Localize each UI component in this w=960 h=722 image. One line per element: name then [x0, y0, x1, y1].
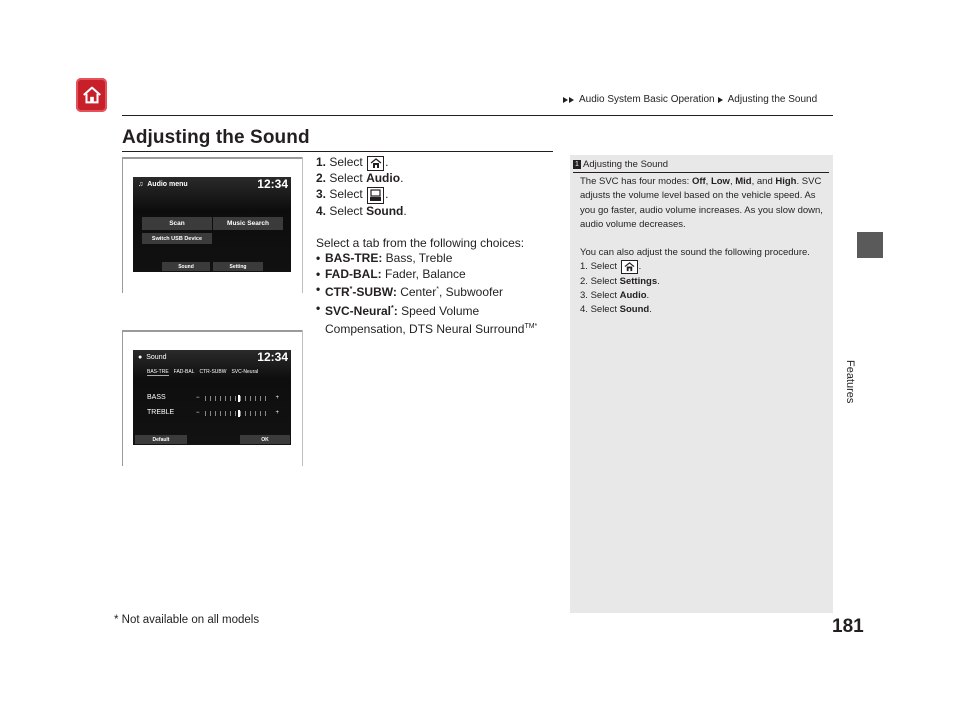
note-paragraph: You can also adjust the sound the following procedure. — [580, 247, 810, 259]
step-text: Select — [590, 275, 617, 287]
intro-text: Select a tab from the following choices: — [316, 235, 525, 250]
step-number: 2. — [580, 275, 588, 287]
breadcrumb — [563, 94, 817, 105]
step-suffix: . — [400, 171, 404, 185]
speaker-icon: ● — [138, 353, 143, 361]
step-suffix: . — [385, 155, 389, 169]
home-icon — [367, 156, 384, 171]
step-2 — [316, 171, 556, 187]
step-suffix: . — [646, 290, 650, 302]
minus-icon: − — [196, 410, 200, 416]
slider-ticks — [205, 396, 271, 401]
step-number: 1. — [580, 261, 588, 273]
step-text: Select — [329, 186, 363, 201]
step-number: 3. — [316, 186, 327, 201]
house-icon — [81, 84, 103, 106]
step-text: Select — [329, 171, 363, 185]
bass-label: BASS — [147, 394, 166, 401]
switch-usb-button: Switch USB Device — [142, 233, 212, 244]
tab-name-rest: -SUBW: — [352, 285, 397, 299]
step-1 — [316, 155, 556, 171]
breadcrumb-item[interactable]: Adjusting the Sound — [727, 94, 818, 105]
step-suffix: . — [403, 204, 407, 218]
screen-title: Audio menu — [147, 180, 188, 188]
footnote-star: * — [391, 304, 394, 312]
mode-name: Low — [710, 176, 730, 187]
trademark-mark: TM* — [524, 323, 538, 330]
page-number: 181 — [832, 616, 864, 637]
scan-button: Scan — [142, 217, 212, 230]
mode-name: Off — [691, 176, 706, 187]
footnote: * Not available on all models — [114, 614, 260, 626]
step-text: Select — [329, 204, 363, 218]
step-suffix: . — [657, 275, 660, 287]
list-item — [316, 282, 556, 301]
tab-svc-neural: SVC-Neural — [231, 369, 259, 375]
step-target: Settings — [619, 275, 658, 287]
footnote-star: * — [349, 286, 353, 293]
tab-desc: Fader, Balance — [385, 266, 466, 281]
music-search-button: Music Search — [213, 217, 283, 230]
procedure-steps — [316, 155, 556, 338]
step-target: Audio — [366, 171, 401, 185]
home-badge-icon — [76, 78, 107, 112]
step-text: Select — [590, 290, 617, 302]
note-title: Adjusting the Sound — [583, 159, 669, 170]
note-step — [580, 260, 825, 274]
tab-fad-bal: FAD-BAL — [173, 369, 195, 375]
note-number: 1 — [573, 160, 581, 169]
step-number: 4. — [316, 204, 327, 218]
list-item — [316, 251, 556, 267]
step-suffix: . — [385, 186, 389, 201]
section-label: Features — [844, 360, 856, 404]
note-text: The SVC has four modes: — [580, 176, 692, 187]
screen-title: Sound — [146, 353, 167, 361]
sound-tabs — [147, 369, 258, 376]
tab-name: BAS-TRE: — [325, 251, 383, 265]
note-paragraph — [580, 175, 825, 232]
screen-clock: 12:34 — [257, 177, 288, 191]
mode-name: High — [775, 176, 797, 187]
sound-screenshot — [133, 350, 291, 445]
separator: , — [729, 176, 736, 187]
tab-choices-list — [316, 251, 556, 338]
audio-menu-screenshot — [133, 177, 291, 272]
sound-button: Sound — [162, 262, 210, 271]
tab-name-rest: : — [393, 303, 398, 318]
home-icon — [621, 260, 638, 274]
tab-desc: Center — [400, 285, 437, 299]
step-text: Select — [329, 155, 363, 169]
tab-desc: Speed Volume Compensation, DTS Neural Surround — [325, 303, 525, 336]
arrow-icon — [718, 97, 723, 103]
separator: . — [796, 176, 800, 187]
step-suffix: . — [649, 304, 652, 316]
note-text: SVC adjusts the volume level based on the vehicle speed. As you go faster, audio volume increases. As you slow down, audio volume decreases. — [580, 176, 823, 230]
treble-slider — [196, 408, 279, 418]
section-tab-marker — [857, 232, 883, 258]
step-number: 2. — [316, 171, 327, 185]
step-target: Sound — [619, 304, 650, 316]
treble-label: TREBLE — [147, 409, 175, 416]
note-step — [580, 303, 825, 317]
note-panel — [570, 155, 833, 613]
tab-desc: Bass, Treble — [385, 251, 453, 265]
plus-icon: + — [275, 395, 279, 401]
step-text: Select — [590, 261, 617, 273]
step-number: 4. — [580, 304, 588, 316]
note-step — [580, 275, 825, 289]
screen-clock: 12:34 — [257, 350, 288, 364]
slider-ticks — [205, 411, 271, 416]
bass-slider — [196, 393, 279, 403]
footnote-star: * — [436, 286, 439, 293]
step-number: 3. — [580, 290, 588, 302]
plus-icon: + — [275, 410, 279, 416]
note-divider — [573, 172, 829, 173]
double-arrow-icon — [563, 97, 574, 103]
tab-name: SVC-Neural — [325, 303, 392, 318]
step-number: 1. — [316, 155, 327, 169]
step-3 — [316, 187, 556, 205]
title-divider — [122, 151, 553, 152]
setting-button: Setting — [213, 262, 263, 271]
tab-name: CTR — [325, 285, 350, 299]
breadcrumb-item[interactable]: Audio System Basic Operation — [579, 94, 715, 105]
step-target: Sound — [366, 204, 404, 218]
tab-desc-rest: , Subwoofer — [438, 285, 503, 299]
mode-name: Mid — [735, 176, 752, 187]
tab-bas-tre: BAS-TRE — [147, 369, 169, 375]
minus-icon: − — [196, 395, 200, 401]
page-title: Adjusting the Sound — [122, 127, 310, 148]
note-header — [573, 159, 668, 170]
list-item — [316, 301, 556, 338]
step-suffix: . — [638, 261, 642, 273]
header-divider — [122, 115, 833, 116]
separator: , — [705, 176, 711, 187]
music-note-icon: ♫ — [138, 180, 144, 188]
tab-name: FAD-BAL: — [325, 266, 382, 281]
list-item — [316, 267, 556, 283]
note-body — [580, 175, 825, 318]
step-target: Audio — [619, 290, 647, 302]
note-step — [580, 289, 825, 303]
step-text: Select — [590, 304, 617, 316]
step-4 — [316, 204, 556, 220]
tab-ctr-subw: CTR-SUBW — [199, 369, 227, 375]
menu-icon — [367, 187, 384, 204]
default-button: Default — [135, 435, 187, 444]
separator: , and — [751, 176, 776, 187]
ok-button: OK — [240, 435, 290, 444]
